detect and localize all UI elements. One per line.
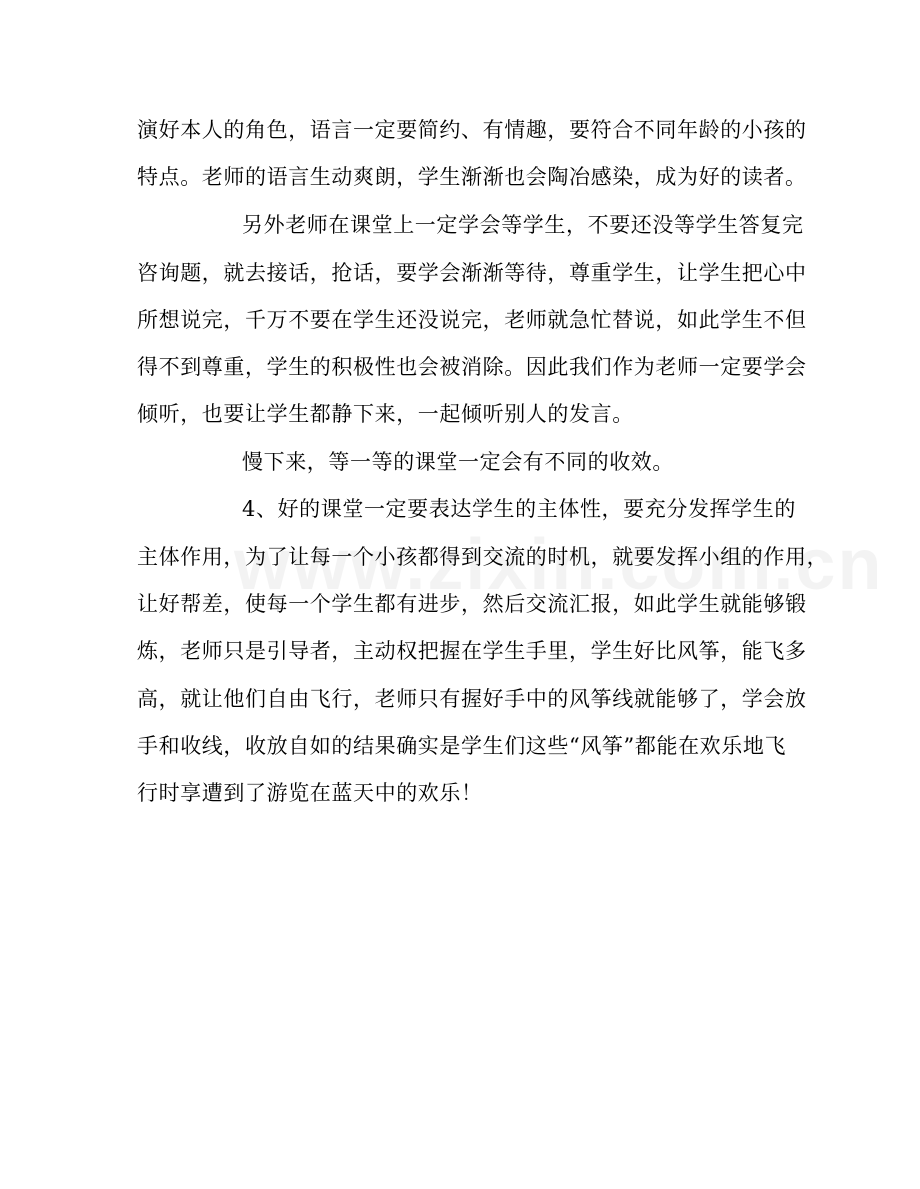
paragraph-line: 咨询题，就去接话，抢话，要学会渐渐等待，尊重学生，让学生把心中 [137,261,807,285]
paragraph-line: 另外老师在课堂上一定学会等学生，不要还没等学生答复完 [242,213,804,237]
paragraph-line: 炼，老师只是引导者，主动权把握在学生手里，学生好比风筝，能飞多 [137,639,807,663]
paragraph-line: 慢下来，等一等的课堂一定会有不同的收效。 [242,450,674,474]
paragraph-line: 手和收线，收放自如的结果确实是学生们这些“风筝”都能在欢乐地飞 [137,734,787,758]
paragraph-line: 所想说完，千万不要在学生还没说完，老师就急忙替说，如此学生不但 [137,308,807,332]
paragraph-line: 高，就让他们自由飞行，老师只有握好手中的风筝线就能够了，学会放 [137,687,807,711]
paragraph-line: 主体作用，为了让每一个小孩都得到交流的时机，就要发挥小组的作用， [137,545,829,569]
paragraph-line: 得不到尊重，学生的积极性也会被消除。因此我们作为老师一定要学会 [137,355,807,379]
paragraph-line: 演好本人的角色，语言一定要简约、有情趣，要符合不同年龄的小孩的 [137,118,807,142]
paragraph-line: 倾听，也要让学生都静下来，一起倾听别人的发言。 [137,402,634,426]
paragraph-line: 特点。老师的语言生动爽朗，学生渐渐也会陶冶感染，成为好的读者。 [137,165,807,189]
paragraph-line: 行时享遭到了游览在蓝天中的欢乐！ [137,781,483,805]
paragraph-line: 让好帮差，使每一个学生都有进步，然后交流汇报，如此学生就能够锻 [137,592,807,616]
paragraph-line: 4、好的课堂一定要表达学生的主体性，要充分发挥学生的 [242,497,796,521]
